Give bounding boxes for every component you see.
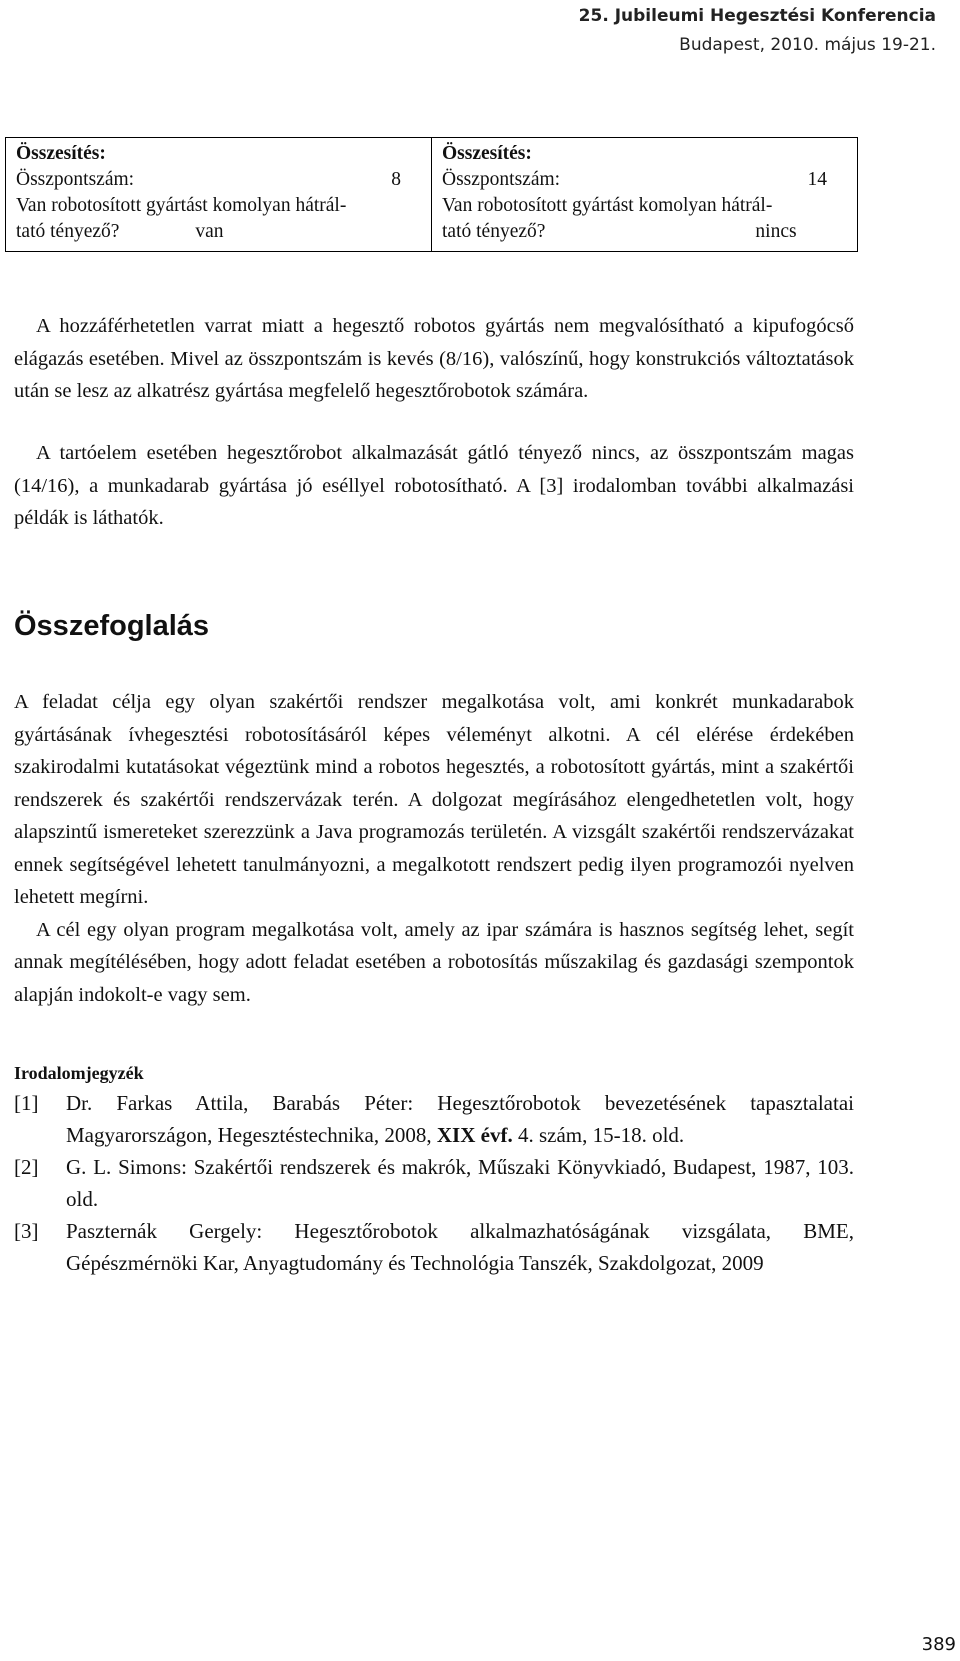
body-paragraph	[14, 310, 854, 408]
question-line-end: tató tényező?	[16, 221, 120, 242]
question-line: Van robotosított gyártást komolyan hátrál-	[442, 195, 773, 216]
summary-title: Összesítés:	[442, 143, 532, 164]
reference-list	[14, 1087, 854, 1279]
reference-number: [2]	[14, 1155, 39, 1179]
score-value: 8	[391, 169, 401, 190]
question-line-end: tató tényező?	[442, 221, 546, 242]
reference-item	[14, 1215, 854, 1279]
reference-number: [1]	[14, 1091, 39, 1115]
reference-text-main: Dr. Farkas Attila, Barabás Péter: Hegesztőrobotok bevezetésének tapasztalatai Magyarországon, Hegesztéstechnika, 2008,	[66, 1091, 854, 1147]
question-line: Van robotosított gyártást komolyan hátrál-	[16, 195, 347, 216]
question-answer-row	[16, 219, 421, 245]
paragraph-text: A feladat célja egy olyan szakértői rendszer megalkotása volt, ami konkrét munkadarabok gyártásának ívhegesztési robotosításáról képes véleményt alkotni. A cél elérése érdekében szakirodalmi kutatásokat végeztünk mind a robotos hegesztés, a robotosított gyártás, mint a szakértői rendszerek és szakértői rendszervázak terén. A dolgozat megírásához elengedhetetlen volt, hogy alapszintű ismereteket szerezzünk a Java programozás területén. A vizsgált szakértői rendszervázakat ennek segítségével lehetett tanulmányozni, a megalkotott rendszert pedig ilyen programozói nyelven lehetett megírni.	[14, 691, 854, 908]
references-heading: Irodalomjegyzék	[14, 1063, 144, 1083]
summary-title: Összesítés:	[16, 143, 106, 164]
score-row	[442, 167, 847, 193]
conference-title: 25. Jubileumi Hegesztési Konferencia	[578, 6, 936, 26]
summary-cell-left	[6, 138, 432, 252]
summary-table-row	[6, 138, 858, 252]
answer-value: van	[195, 221, 224, 242]
summary-cell-right	[432, 138, 858, 252]
score-label: Összpontszám:	[442, 169, 561, 190]
conference-place-date: Budapest, 2010. május 19-21.	[679, 35, 936, 55]
section-heading: Összefoglalás	[14, 610, 210, 642]
reference-text: G. L. Simons: Szakértői rendszerek és makrók, Műszaki Könyvkiadó, Budapest, 1987, 103. old.	[66, 1155, 854, 1211]
score-label: Összpontszám:	[16, 169, 135, 190]
reference-text: Paszternák Gergely: Hegesztőrobotok alkalmazhatóságának vizsgálata, BME, Gépészmérnöki Kar, Anyagtudomány és Technológia Tanszék, Szakdolgozat, 2009	[66, 1219, 854, 1275]
question-answer-row	[442, 219, 847, 245]
paragraph-text: A hozzáférhetetlen varrat miatt a hegesztő robotos gyártás nem megvalósítható a kipufogócső elágazás esetében. Mivel az összpontszám is kevés (8/16), valószínű, hogy konstrukciós változtatások után se lesz az alkatrész gyártása megfelelő hegesztőrobotok számára.	[14, 315, 854, 402]
paragraph-text: A cél egy olyan program megalkotása volt, amely az ipar számára is hasznos segítség lehet, segít annak megítélésében, hogy adott feladat esetében a robotosítás műszakilag és gazdasági szempontok alapján indokolt-e vagy sem.	[14, 918, 854, 1006]
reference-text	[66, 1087, 854, 1151]
page-number: 389	[921, 1634, 956, 1655]
summary-body	[14, 686, 854, 1011]
score-row	[16, 167, 421, 193]
answer-value: nincs	[755, 221, 797, 242]
summary-table	[5, 137, 858, 252]
reference-number: [3]	[14, 1219, 39, 1243]
paragraph-text: A tartóelem esetében hegesztőrobot alkalmazását gátló tényező nincs, az összpontszám magas (14/16), a munkadarab gyártása jó eséllyel robotosítható. A [3] irodalomban további alkalmazási példák is láthatók.	[14, 442, 854, 529]
reference-item	[14, 1087, 854, 1151]
reference-text-end: 4. szám, 15-18. old.	[512, 1123, 685, 1147]
reference-volume: XIX évf.	[436, 1123, 513, 1147]
running-header	[579, 2, 936, 60]
body-paragraph	[14, 437, 854, 535]
reference-item	[14, 1151, 854, 1215]
score-value: 14	[807, 169, 827, 190]
